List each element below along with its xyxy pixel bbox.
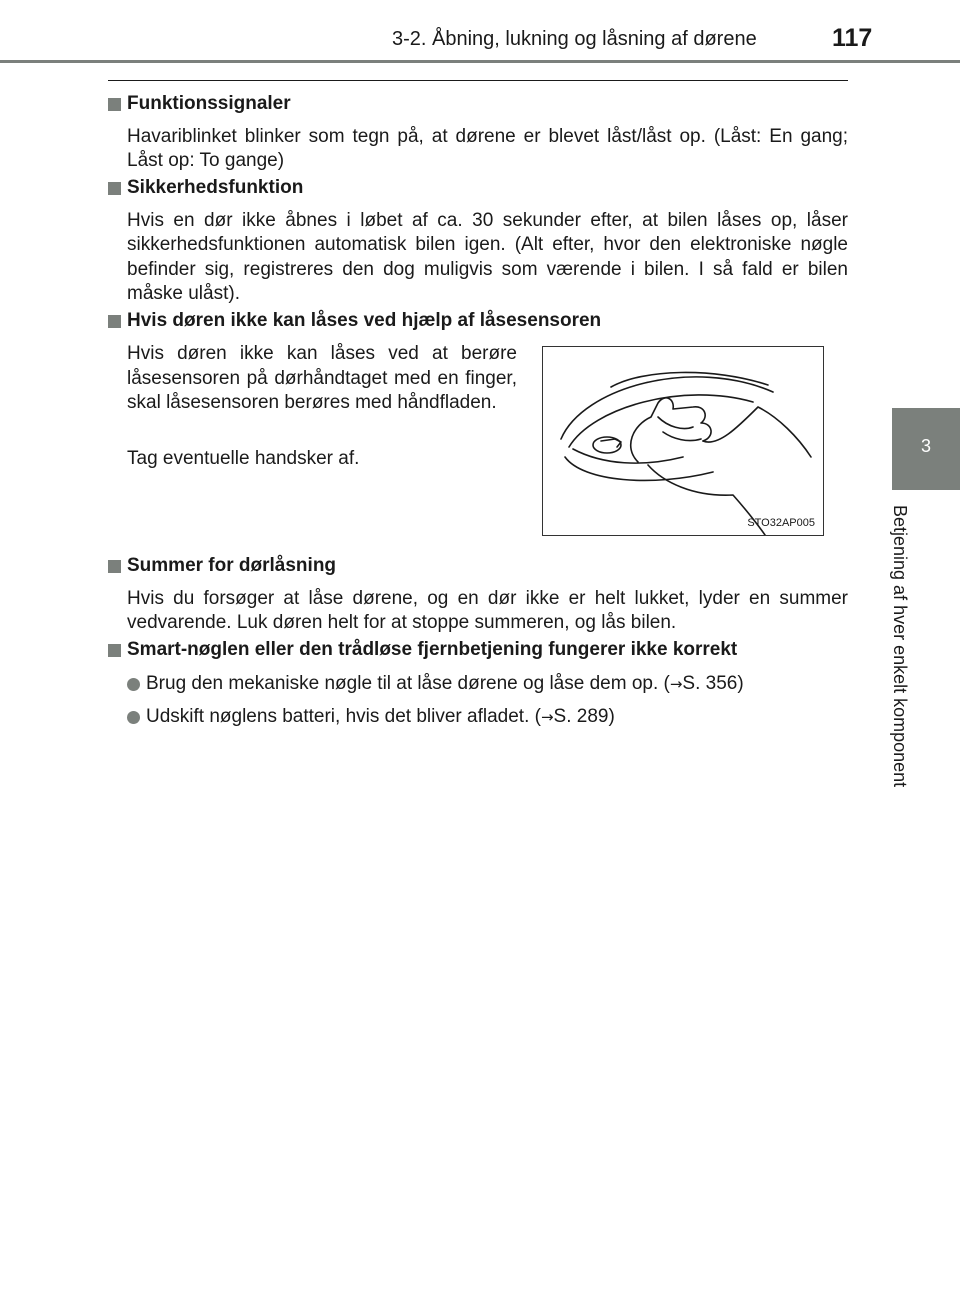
section-title: Sikkerhedsfunktion (127, 177, 304, 198)
door-handle-illustration (542, 346, 824, 536)
section-text: Hvis du forsøger at låse dørene, og en dør ikke er helt lukket, lyder en summer vedvarende. Luk døren helt for at stoppe summeren, og lås bilen. (127, 587, 848, 633)
list-item-text: Brug den mekaniske nøgle til at låse dørene og låse dem op. ( (146, 672, 670, 694)
section-heading (108, 176, 848, 201)
page-reference-link[interactable]: S. 289) (553, 706, 615, 727)
page-reference-link[interactable]: S. 356) (682, 672, 744, 694)
section-title: Hvis døren ikke kan låses ved hjælp af låsesensoren (127, 310, 602, 331)
square-bullet-icon (108, 315, 121, 328)
arrow-right-icon: → (669, 674, 683, 693)
section-smart-noegle (108, 638, 848, 730)
section-laasesensor (108, 309, 848, 334)
list-item (108, 672, 848, 697)
section-funktionssignaler (108, 92, 848, 174)
header-rule (0, 60, 960, 63)
round-bullet-icon (127, 678, 140, 691)
section-text: Hvis en dør ikke åbnes i løbet af ca. 30 sekunder efter, at bilen låses op, låser sikkerhedsfunktionen automatisk bilen igen. (Alt efter, hvor den elektroniske nøgle befinder sig, registreres den dog muligvis som værende i bilen. I så fald er bilen måske ulåst). (127, 209, 848, 304)
section-title: Summer for dørlåsning (127, 555, 337, 576)
section-text-secondary: Tag eventuelle handsker af. (127, 448, 360, 469)
section-heading (108, 554, 848, 579)
content-rule (108, 80, 848, 81)
section-heading (108, 309, 848, 334)
square-bullet-icon (108, 644, 121, 657)
list-item (108, 705, 848, 730)
round-bullet-icon (127, 711, 140, 724)
chapter-tab (892, 408, 960, 490)
figure-code: STO32AP005 (747, 517, 815, 529)
section-text: Havariblinket blinker som tegn på, at dørene er blevet låst/låst op. (Låst: En gang; Låst op: To gange) (127, 125, 848, 171)
hand-on-handle-drawing (543, 347, 823, 535)
section-heading (108, 638, 848, 663)
page-number: 117 (832, 24, 873, 52)
square-bullet-icon (108, 182, 121, 195)
chapter-side-label: Betjening af hver enkelt komponent (890, 505, 910, 788)
arrow-right-icon: → (540, 708, 554, 726)
header-section-title: 3-2. Åbning, lukning og låsning af dørene (392, 28, 757, 50)
section-summer (108, 554, 848, 636)
section-title: Smart-nøglen eller den trådløse fjernbetjening fungerer ikke korrekt (127, 639, 738, 660)
list-item-text: Udskift nøglens batteri, hvis det bliver afladet. ( (146, 706, 541, 727)
section-sikkerhedsfunktion (108, 176, 848, 307)
section-text: Hvis døren ikke kan låses ved at berøre låsesensoren på dørhåndtaget med en finger, skal låsesensoren berøres med håndfladen. (127, 343, 517, 413)
chapter-tab-number: 3 (920, 436, 931, 456)
chapter-side-label-wrap (890, 505, 924, 820)
square-bullet-icon (108, 98, 121, 111)
section-heading (108, 92, 848, 117)
square-bullet-icon (108, 560, 121, 573)
section-title: Funktionssignaler (127, 93, 291, 114)
